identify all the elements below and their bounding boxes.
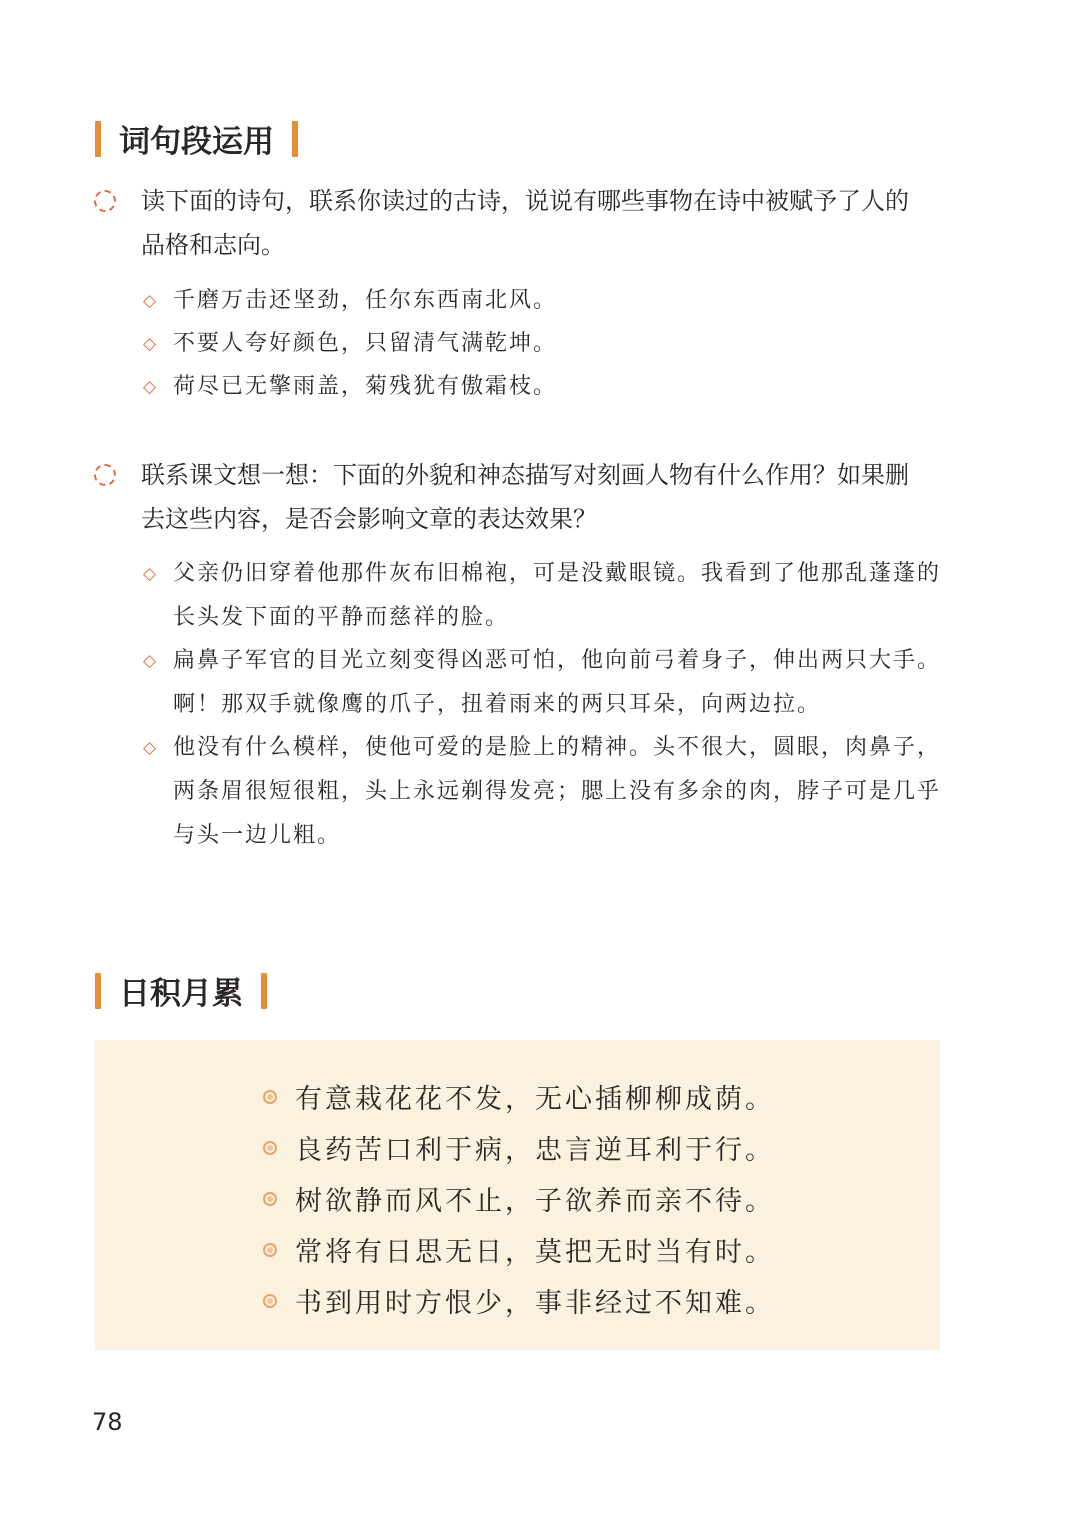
section-title: 词句段运用: [119, 124, 274, 160]
bullseye-icon: [263, 1294, 277, 1308]
prompt-line: 读下面的诗句，联系你读过的古诗，说说有哪些事物在诗中被赋予了人的: [141, 187, 909, 215]
question-1-prompt: [141, 179, 941, 267]
heading-bar-left: [95, 121, 101, 157]
bullseye-icon: [263, 1090, 277, 1104]
poem-line-item: [143, 322, 943, 366]
passage-text: 父亲仍旧穿着他那件灰布旧棉袍，可是没戴眼镜。我看到了他那乱蓬蓬的长头发下面的平静而慈祥的脸。: [173, 561, 942, 630]
saying-text: 良药苦口利于病，忠言逆耳利于行。: [295, 1135, 775, 1166]
saying-item: [263, 1281, 775, 1320]
poem-line-text: 千磨万击还坚劲，任尔东西南北风。: [173, 288, 558, 313]
passage-text: 他没有什么模样，使他可爱的是脸上的精神。头不很大，圆眼，肉鼻子，两条眉很短很粗，头上永远剃得发亮；腮上没有多余的肉，脖子可是几乎与头一边儿粗。: [173, 735, 942, 848]
section-title: 日积月累: [119, 976, 243, 1012]
page-number: 78: [92, 1408, 123, 1436]
saying-text: 常将有日思无日，莫把无时当有时。: [295, 1237, 775, 1268]
heading-bar-right: [292, 121, 298, 157]
prompt-line: 品格和志向。: [141, 231, 285, 259]
poem-line-item: [143, 365, 943, 409]
saying-item: [263, 1128, 775, 1167]
saying-text: 树欲静而风不止，子欲养而亲不待。: [295, 1186, 775, 1217]
poem-line-text: 不要人夸好颜色，只留清气满乾坤。: [173, 331, 558, 356]
passage-item: [143, 639, 943, 727]
passage-item: [143, 552, 943, 640]
heading-bar-left: [95, 973, 101, 1009]
section-heading-daily-accumulation: [95, 968, 267, 1013]
passage-item: [143, 726, 943, 858]
diamond-icon: ◇: [143, 564, 159, 584]
prompt-line: 联系课文想一想：下面的外貌和神态描写对刻画人物有什么作用？如果删: [141, 461, 909, 489]
question-2-prompt: [141, 453, 941, 541]
sayings-panel: [95, 1040, 940, 1350]
passage-text: 扁鼻子军官的目光立刻变得凶恶可怕，他向前弓着身子，伸出两只大手。啊！那双手就像鹰的爪子，扭着雨来的两只耳朵，向两边拉。: [173, 648, 942, 717]
saying-text: 有意栽花花不发，无心插柳柳成荫。: [295, 1084, 775, 1115]
poem-line-item: [143, 279, 943, 323]
saying-text: 书到用时方恨少，事非经过不知难。: [295, 1288, 775, 1319]
bullseye-icon: [263, 1192, 277, 1206]
heading-bar-right: [261, 973, 267, 1009]
dashed-circle-icon: [94, 464, 116, 486]
diamond-icon: ◇: [143, 738, 159, 758]
prompt-line: 去这些内容，是否会影响文章的表达效果？: [141, 505, 597, 533]
bullseye-icon: [263, 1243, 277, 1257]
diamond-icon: ◇: [143, 651, 159, 671]
diamond-icon: ◇: [143, 334, 159, 354]
saying-item: [263, 1077, 775, 1116]
bullseye-icon: [263, 1141, 277, 1155]
saying-item: [263, 1230, 775, 1269]
diamond-icon: ◇: [143, 291, 159, 311]
dashed-circle-icon: [94, 190, 116, 212]
saying-item: [263, 1179, 775, 1218]
diamond-icon: ◇: [143, 377, 159, 397]
section-heading-words-sentences: [95, 116, 298, 161]
poem-line-text: 荷尽已无擎雨盖，菊残犹有傲霜枝。: [173, 374, 558, 399]
